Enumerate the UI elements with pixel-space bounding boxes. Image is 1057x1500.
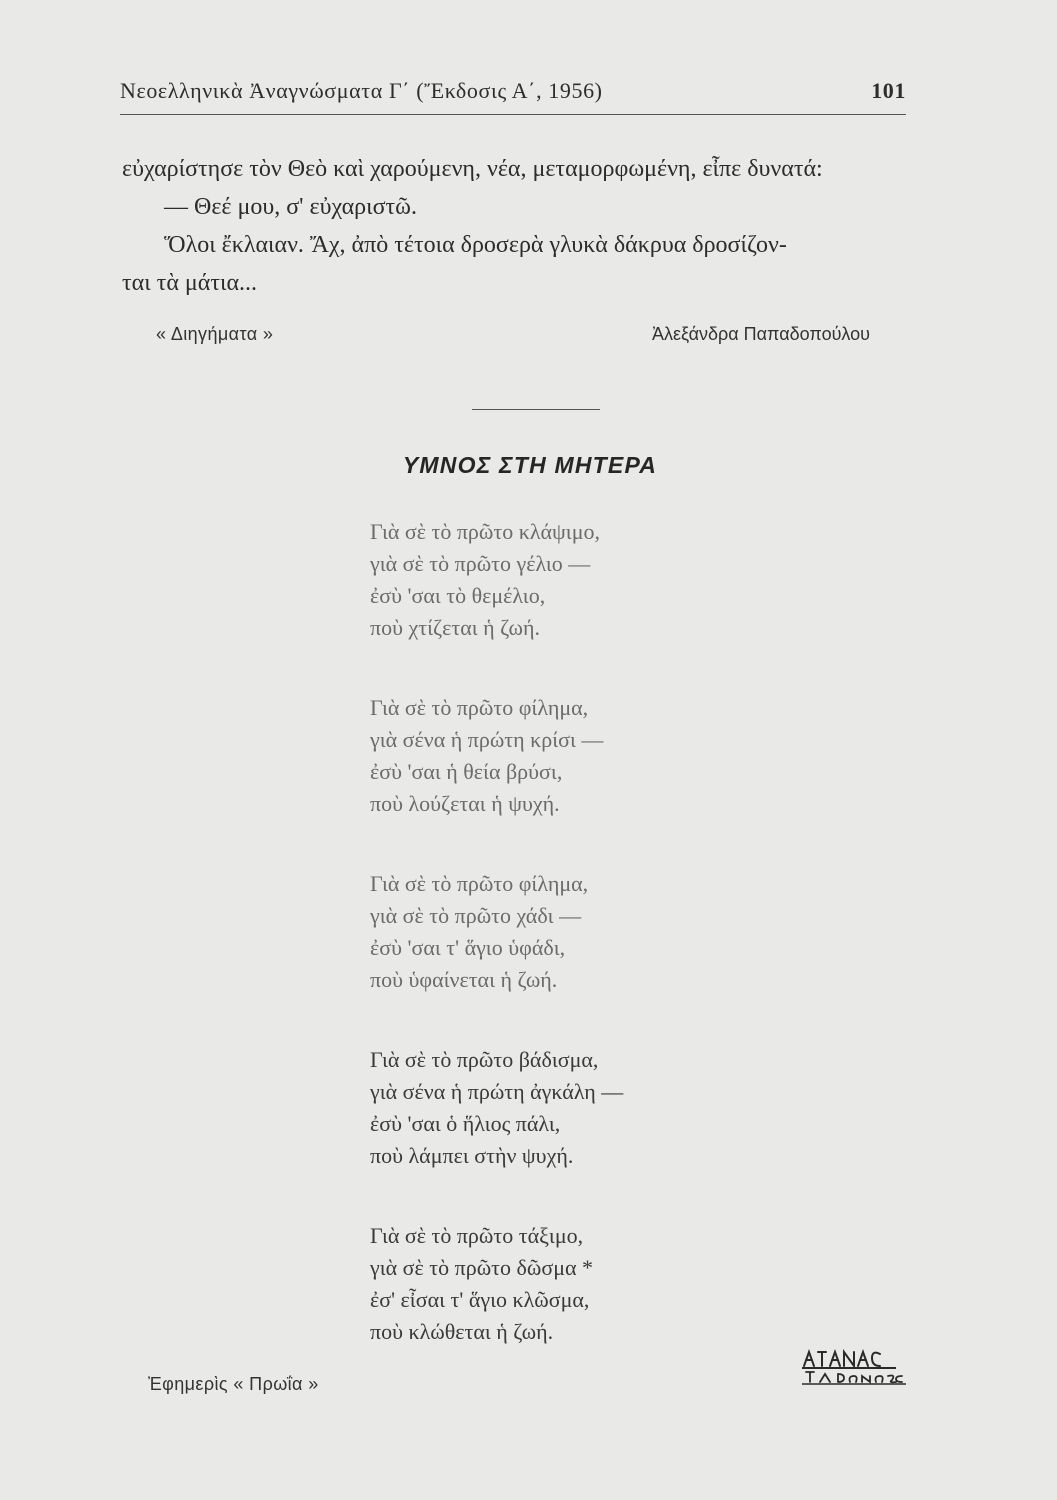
owner-signature-stamp <box>800 1346 908 1386</box>
running-header-title: Νεοελληνικὰ Ἀναγνώσματα Γ΄ (Ἔκδοσις Α΄, 1956) <box>120 78 603 103</box>
poem-line: γιὰ σὲ τὸ πρῶτο χάδι — <box>370 903 582 928</box>
poem-line: ἐσὺ 'σαι τ' ἅγιο ὑφάδι, <box>370 935 566 960</box>
poem-stanza <box>370 516 790 644</box>
poem-line: ἐσὺ 'σαι τὸ θεμέλιο, <box>370 583 546 608</box>
prose-line: ται τὰ μάτια... <box>122 270 258 296</box>
source-attribution <box>156 324 870 354</box>
poem-line: Γιὰ σὲ τὸ πρῶτο βάδισμα, <box>370 1047 599 1072</box>
poem-line: γιὰ σένα ἡ πρώτη ἀγκάλη — <box>370 1079 624 1104</box>
signature-icon <box>800 1346 908 1386</box>
source-title: « Διηγήματα » <box>156 324 274 344</box>
poem-line: ποὺ κλώθεται ἡ ζωή. <box>370 1319 554 1344</box>
poem-stanza <box>370 868 790 996</box>
poem-stanza <box>370 1220 790 1348</box>
poem-stanza <box>370 1044 790 1172</box>
poem-line: ἐσὺ 'σαι ὁ ἥλιος πάλι, <box>370 1111 561 1136</box>
prose-line: Ὅλοι ἔκλαιαν. Ἄχ, ἀπὸ τέτοια δροσερὰ γλυκὰ δάκρυα δροσίζον- <box>164 232 787 258</box>
footer-source: Ἐφημερὶς « Πρωΐα » <box>148 1374 319 1394</box>
poem-line: ποὺ ὑφαίνεται ἡ ζωή. <box>370 967 558 992</box>
poem-title: ΥΜΝΟΣ ΣΤΗ ΜΗΤΕΡΑ <box>402 452 658 478</box>
poem-stanza <box>370 692 790 820</box>
poem-line: γιὰ σένα ἡ πρώτη κρίσι — <box>370 727 604 752</box>
running-header <box>120 78 906 114</box>
poem-line: Γιὰ σὲ τὸ πρῶτο κλάψιμο, <box>370 519 601 544</box>
poem-line: γιὰ σὲ τὸ πρῶτο δῶσμα * <box>370 1255 594 1280</box>
poem-line: ποὺ χτίζεται ἡ ζωή. <box>370 615 540 640</box>
author-name: Ἀλεξάνδρα Παπαδοπούλου <box>651 324 870 344</box>
poem-line: Γιὰ σὲ τὸ πρῶτο φίλημα, <box>370 695 589 720</box>
poem-line: ἐσὺ 'σαι ἡ θεία βρύσι, <box>370 759 563 784</box>
section-divider <box>472 409 600 410</box>
prose-passage <box>122 150 908 302</box>
prose-line: — Θεέ μου, σ' εὐχαριστῶ. <box>164 194 417 220</box>
prose-line: εὐχαρίστησε τὸν Θεὸ καὶ χαρούμενη, νέα, μεταμορφωμένη, εἶπε δυνατά: <box>122 156 823 182</box>
poem-line: Γιὰ σὲ τὸ πρῶτο τάξιμο, <box>370 1223 584 1248</box>
poem-line: ποὺ λάμπει στὴν ψυχή. <box>370 1143 574 1168</box>
page-number: 101 <box>871 78 906 103</box>
poem-line: ποὺ λούζεται ἡ ψυχή. <box>370 791 560 816</box>
header-rule <box>120 114 906 115</box>
poem-line: γιὰ σὲ τὸ πρῶτο γέλιο — <box>370 551 591 576</box>
poem-body <box>370 516 790 1396</box>
poem-line: ἐσ' εἶσαι τ' ἅγιο κλῶσμα, <box>370 1287 590 1312</box>
poem-line: Γιὰ σὲ τὸ πρῶτο φίλημα, <box>370 871 589 896</box>
